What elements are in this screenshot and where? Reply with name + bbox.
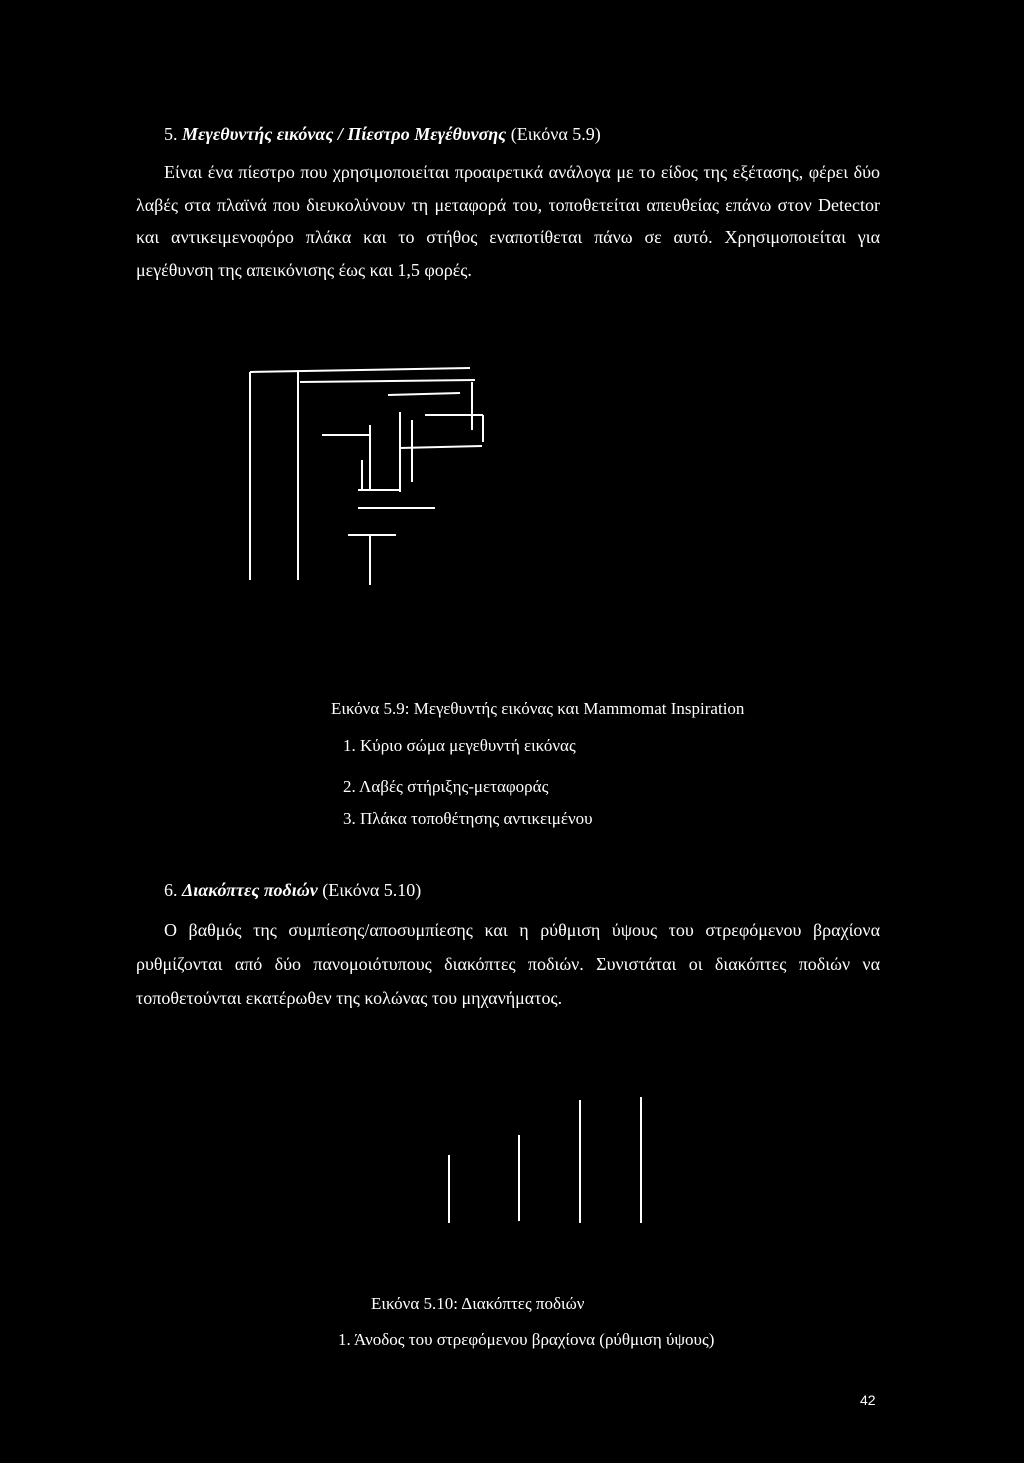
section-5-paragraph: Είναι ένα πίεστρο που χρησιμοποιείται προαιρετικά ανάλογα με το είδος της εξέτασης, φέρει δύο λαβές στα πλαϊνά που διευκολύνουν τη μεταφορά του, τοποθετείται απευθείας επάνω στον Detector και αντικειμενοφόρο πλάκα και το στήθος εναποτίθεται πάνω σε αυτό. Χρησιμοποιείται για μεγέθυνση της απεικόνισης έως και 1,5 φορές.	[136, 162, 880, 280]
figure-5-10-image	[440, 1095, 660, 1225]
section-6-number: 6.	[164, 880, 178, 900]
figure-5-9-image	[240, 360, 500, 590]
section-6-title: Διακόπτες ποδιών	[182, 880, 318, 900]
section-6-paragraph: Ο βαθμός της συμπίεσης/αποσυμπίεσης και η ρύθμιση ύψους του στρεφόμενου βραχίονα ρυθμίζονται από δύο πανομοιότυπους διακόπτες ποδιών. Συνιστάται οι διακόπτες ποδιών να τοποθετούνται εκατέρωθεν της κολώνας του μηχανήματος.	[136, 920, 880, 1008]
page-number: 42	[860, 1392, 876, 1408]
figure-5-9-item-1: 1. Κύριο σώμα μεγεθυντή εικόνας	[343, 736, 576, 755]
figure-5-9-item-3: 3. Πλάκα τοποθέτησης αντικειμένου	[343, 809, 593, 828]
section-6-ref: (Εικόνα 5.10)	[322, 880, 422, 900]
section-5-heading	[164, 124, 601, 145]
section-6-heading	[164, 880, 421, 901]
figure-5-9-item-2: 2. Λαβές στήριξης-μεταφοράς	[343, 777, 549, 796]
figure-5-10-item-1: 1. Άνοδος του στρεφόμενου βραχίονα (ρύθμιση ύψους)	[338, 1330, 715, 1349]
section-5-number: 5.	[164, 124, 178, 144]
figure-5-10-caption: Εικόνα 5.10: Διακόπτες ποδιών	[371, 1294, 585, 1313]
section-5-title: Μεγεθυντής εικόνας / Πίεστρο Μεγέθυνσης	[182, 124, 507, 144]
section-5-ref: (Εικόνα 5.9)	[510, 124, 601, 144]
figure-5-9-caption: Εικόνα 5.9: Μεγεθυντής εικόνας και Mammomat Inspiration	[331, 699, 745, 718]
